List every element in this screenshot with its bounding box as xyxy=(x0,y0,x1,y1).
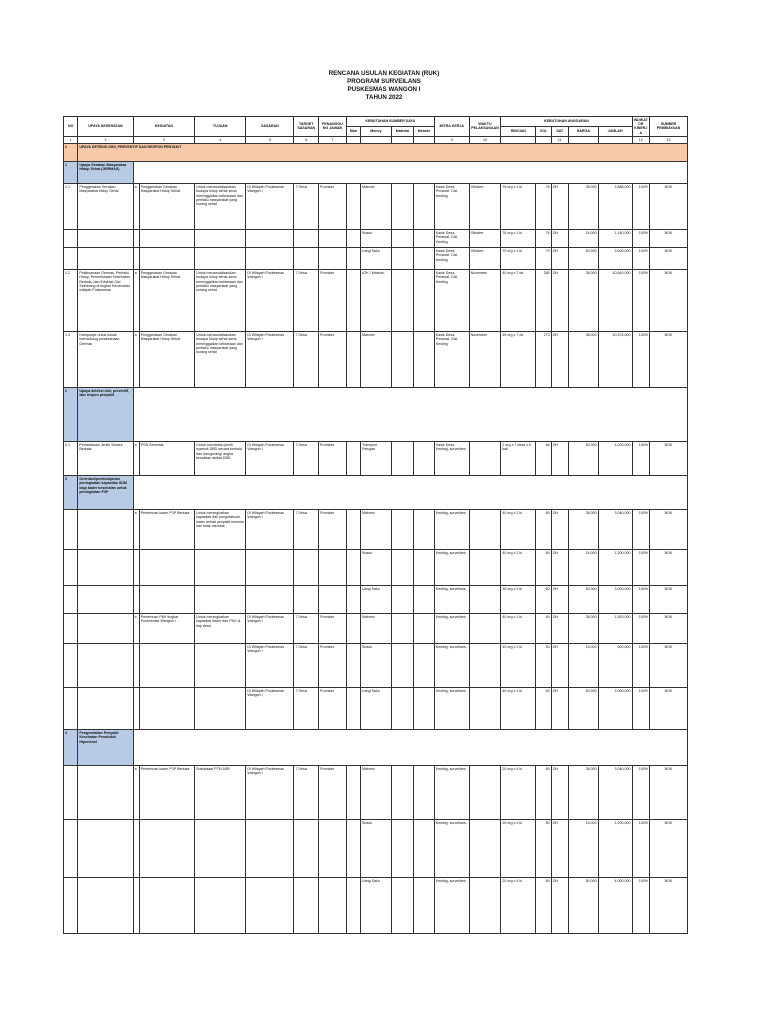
cell-jumlah: 1,200,000 xyxy=(598,550,632,586)
ruk-table xyxy=(63,116,688,934)
cell-vol: 80 xyxy=(536,878,551,934)
cell-sat: OH xyxy=(551,442,568,476)
cell-sasaran: Di Wilayah Puskesmas Wangon I xyxy=(246,614,294,644)
cell-harga: 15,000 xyxy=(568,230,598,248)
cell-money: Uang Saku xyxy=(361,878,392,934)
cell-harga: 15,000 xyxy=(568,550,598,586)
cell-indikator: 100% xyxy=(632,586,649,614)
cell-tujuan: Untuk mensosialisasikan budaya hidup sehat serta meninggalkan kebiasaan dan perilaku masyarakat yang kurang sehat xyxy=(195,270,246,332)
cell-sat: OH xyxy=(551,688,568,730)
cell-sumber: BOK xyxy=(649,248,687,270)
cell-vol: 280 xyxy=(536,270,551,332)
cell-pj: Promkes xyxy=(319,614,347,644)
cell-rincian: 40 org x 7 ds xyxy=(501,270,536,332)
cell-target: 7 Desa xyxy=(294,332,319,388)
cell-kegiatan: Penggerakan Gerakan Masyarakat Hidup Sehat xyxy=(139,184,194,230)
col-tujuan: TUJUAN xyxy=(195,117,246,137)
col-number: 9 xyxy=(434,136,469,144)
cell-no: 1.1 xyxy=(64,184,78,230)
cell-money: Snack xyxy=(361,644,392,688)
cell-indikator: 100% xyxy=(632,230,649,248)
cell-upaya: Penggerakan Gerakan Masyarakat Hidup Sehat xyxy=(78,184,133,230)
cell-indikator: 100% xyxy=(632,184,649,230)
cell-waktu: Oktober xyxy=(469,230,501,248)
col-kegiatan: KEGIATAN xyxy=(133,117,194,137)
col-number: 6 xyxy=(294,136,319,144)
table-row xyxy=(64,332,688,388)
cell-rincian: 20 org x 4 kl xyxy=(501,878,536,934)
cell-harga: 50,000 xyxy=(568,878,598,934)
cell-sat: OH xyxy=(551,510,568,550)
cell-indikator: 100% xyxy=(632,550,649,586)
cell-sat: OH xyxy=(551,644,568,688)
cell-money: Makmin xyxy=(361,184,392,230)
cell-vol: 80 xyxy=(536,510,551,550)
cell-harga: 38,000 xyxy=(568,614,598,644)
col-number: 11 xyxy=(551,136,568,144)
section-row xyxy=(64,144,688,162)
col-number: 2 xyxy=(78,136,133,144)
cell-pj: Promkes xyxy=(319,510,347,550)
cell-target: 7 Desa xyxy=(294,644,319,688)
document-title xyxy=(0,70,768,102)
cell-mitra: Kasie Desa, Perawat, Gizi, Kesling xyxy=(434,230,469,248)
cell-mitra: Kasie Desa, Perawat, Gizi, Kesling xyxy=(434,184,469,230)
cell-sumber: BOK xyxy=(649,442,687,476)
cell-sumber: BOK xyxy=(649,878,687,934)
cell-sat: OH xyxy=(551,766,568,820)
cell-jumlah: 4,200,000 xyxy=(598,442,632,476)
col-jumlah: JUMLAH xyxy=(598,126,632,136)
table-row xyxy=(64,184,688,230)
cell-letter: a xyxy=(133,442,139,476)
col-harga: HARGA xyxy=(568,126,598,136)
cell-no: 2.1 xyxy=(64,442,78,476)
col-target: TARGET SASARAN xyxy=(294,117,319,137)
cell-rincian: 39 org x 7 ds xyxy=(501,332,536,388)
cell-rincian: 40 org x 2 kl xyxy=(501,550,536,586)
subsection-row xyxy=(64,162,688,184)
cell-sat: OH xyxy=(551,550,568,586)
cell-sumber: BOK xyxy=(649,510,687,550)
column-number-row xyxy=(64,136,688,144)
cell-waktu: Oktober xyxy=(469,248,501,270)
cell-letter: a xyxy=(133,270,139,332)
col-number: 5 xyxy=(246,136,294,144)
cell-kegiatan: Penggerakan Gerakan Masyarakat Hidup Sehat xyxy=(139,332,194,388)
cell-jumlah: 1,520,000 xyxy=(598,614,632,644)
cell-pj: Promkes xyxy=(319,644,347,688)
cell-sumber: BOK xyxy=(649,586,687,614)
cell-tujuan: Untuk meningkatkan kapasitas kader dan PKK di tiap desa xyxy=(195,614,246,644)
col-number: 13 xyxy=(649,136,687,144)
header-row xyxy=(64,117,688,127)
cell-mitra: Kasie Desa, Perawat, Gizi, Kesling xyxy=(434,248,469,270)
cell-jumlah: 10,374,000 xyxy=(598,332,632,388)
cell-harga: 50,000 xyxy=(568,442,598,476)
cell-harga: 50,000 xyxy=(568,688,598,730)
cell-tujuan: Untuk mensosialisasikan budaya hidup sehat serta meninggalkan kebiasaan dan perilaku masyarakat yang kurang sehat xyxy=(195,184,246,230)
cell-money: Snack xyxy=(361,230,392,248)
title-line-3: PUSKESMAS WANGON I xyxy=(347,86,421,93)
cell-tujuan: Untuk memantau jentik nyamuk DBD secara berkala dan mengurangi angka kesakitan akibat DBD xyxy=(195,442,246,476)
cell-money: Snack xyxy=(361,820,392,878)
cell-jumlah: 3,000,000 xyxy=(598,586,632,614)
col-material: Material xyxy=(391,126,414,136)
cell-upaya: Pemantauan Jentik Secara Berkala xyxy=(78,442,133,476)
cell-money: Makmin xyxy=(361,332,392,388)
cell-target: 7 Desa xyxy=(294,614,319,644)
cell-pj: Promkes xyxy=(319,270,347,332)
cell-sasaran: Di Wilayah Puskesmas Wangon I xyxy=(246,510,294,550)
cell-kegiatan: Pertemuan PKK tingkat Puskesmas Wangon I xyxy=(139,614,194,644)
cell-vol: 40 xyxy=(536,614,551,644)
cell-target: 7 Desa xyxy=(294,766,319,820)
cell-vol: 40 xyxy=(536,644,551,688)
cell-sasaran: Di Wilayah Puskesmas Wangon I xyxy=(246,766,294,820)
cell-sumber: BOK xyxy=(649,270,687,332)
cell-indikator: 100% xyxy=(632,820,649,878)
col-sat: SAT xyxy=(551,126,568,136)
cell-harga: 50,000 xyxy=(568,586,598,614)
cell-target: 7 Desa xyxy=(294,688,319,730)
table-row xyxy=(64,644,688,688)
cell-sumber: BOK xyxy=(649,332,687,388)
cell-indikator: 100% xyxy=(632,510,649,550)
subsection-row xyxy=(64,476,688,510)
cell-sumber: BOK xyxy=(649,644,687,688)
cell-rincian: 20 org x 4 kl xyxy=(501,766,536,820)
cell-mitra: Kesling, surveilans xyxy=(434,550,469,586)
cell-sat: OH xyxy=(551,586,568,614)
col-mitra: MITRA KERJA xyxy=(434,117,469,137)
cell-jumlah: 600,000 xyxy=(598,644,632,688)
cell-mitra: Kesling, surveilans xyxy=(434,510,469,550)
col-rincian: RINCIAN xyxy=(501,126,536,136)
cell-rincian: 40 org x 1 kl xyxy=(501,614,536,644)
cell-kegiatan: Pertemuan kader P3P Berkala xyxy=(139,510,194,550)
cell-sasaran: Di Wilayah Puskesmas Wangon I xyxy=(246,442,294,476)
cell-waktu: Oktober xyxy=(469,184,501,230)
cell-harga: 15,000 xyxy=(568,644,598,688)
cell-mitra: Kesling, surveilans xyxy=(434,614,469,644)
col-metode: Metode xyxy=(414,126,435,136)
col-number: 10 xyxy=(469,136,501,144)
cell-indikator: 100% xyxy=(632,270,649,332)
cell-sat: OH xyxy=(551,270,568,332)
col-no: NO xyxy=(64,117,78,137)
cell-waktu: November xyxy=(469,270,501,332)
col-number: 4 xyxy=(195,136,246,144)
col-sumber: SUMBER PEMBIAYAAN xyxy=(649,117,687,137)
cell-money: Snack xyxy=(361,550,392,586)
col-kebutuhan-sd: KEBUTUHAN SUMBER DAYA xyxy=(346,117,434,127)
table-row xyxy=(64,270,688,332)
col-number: 3 xyxy=(133,136,194,144)
cell-sumber: BOK xyxy=(649,184,687,230)
subsection-row xyxy=(64,730,688,766)
cell-tujuan: Untuk mensosialisasikan budaya hidup sehat serta meninggalkan kebiasaan dan perilaku masyarakat yang kurang sehat xyxy=(195,332,246,388)
table-row xyxy=(64,878,688,934)
cell-jumlah: 2,888,000 xyxy=(598,184,632,230)
col-vol: VOL xyxy=(536,126,551,136)
cell-sat: OH xyxy=(551,248,568,270)
cell-jumlah: 1,140,000 xyxy=(598,230,632,248)
cell-indikator: 100% xyxy=(632,614,649,644)
cell-vol: 40 xyxy=(536,688,551,730)
cell-pj: Promkes xyxy=(319,688,347,730)
cell-money: Uang Saku xyxy=(361,688,392,730)
cell-jumlah: 3,500,000 xyxy=(598,248,632,270)
subsection-row xyxy=(64,388,688,442)
cell-vol: 273 xyxy=(536,332,551,388)
cell-jumlah: 4,000,000 xyxy=(598,878,632,934)
cell-sat: OH xyxy=(551,820,568,878)
cell-mitra: Kesling, surveilans xyxy=(434,688,469,730)
cell-harga: 38,000 xyxy=(568,766,598,820)
cell-rincian: 76 org x 1 kl xyxy=(501,230,536,248)
table-row xyxy=(64,586,688,614)
cell-mitra: Kesling, surveilans xyxy=(434,878,469,934)
cell-mitra: Kesling, surveilans xyxy=(434,820,469,878)
cell-letter: a xyxy=(133,510,139,550)
cell-sumber: BOK xyxy=(649,550,687,586)
cell-sasaran: Di Wilayah Puskesmas Wangon I xyxy=(246,644,294,688)
cell-letter: a xyxy=(133,766,139,820)
col-number: 7 xyxy=(319,136,347,144)
cell-upaya: Pelaksanaan Germas, Perilaku Hidup, Pemeriksaan Kesehatan Berkala, dan Edukasi Gizi Seimbang di tingkat Kecamatan wilayah Puskesmas xyxy=(78,270,133,332)
cell-mitra: Kesling, surveilans xyxy=(434,766,469,820)
cell-letter: b xyxy=(133,614,139,644)
cell-vol: 70 xyxy=(536,248,551,270)
cell-money: ATK / Makmin xyxy=(361,270,392,332)
cell-pj: Promkes xyxy=(319,184,347,230)
col-number: 12 xyxy=(632,136,649,144)
cell-pj: Promkes xyxy=(319,332,347,388)
col-sasaran: SASARAN xyxy=(246,117,294,137)
cell-letter: a xyxy=(133,332,139,388)
cell-mitra: Kasie Desa, Perawat, Gizi, Kesling xyxy=(434,270,469,332)
subsection-number: 4 xyxy=(64,730,78,766)
cell-harga: 50,000 xyxy=(568,248,598,270)
cell-jumlah: 1,200,000 xyxy=(598,820,632,878)
cell-sat: OH xyxy=(551,230,568,248)
col-pj: PENANGGU NG JAWAB xyxy=(319,117,347,137)
cell-harga: 38,000 xyxy=(568,270,598,332)
cell-rincian: 40 org x 1 kl xyxy=(501,644,536,688)
subsection-number: 1 xyxy=(64,162,78,184)
table-row xyxy=(64,248,688,270)
cell-sumber: BOK xyxy=(649,820,687,878)
cell-kegiatan: Penggerakan Gerakan Masyarakat Hidup Sehat xyxy=(139,270,194,332)
section-number: 1 xyxy=(64,144,78,162)
cell-harga: 38,000 xyxy=(568,184,598,230)
title-line-4: TAHUN 2022 xyxy=(365,94,403,101)
table-row xyxy=(64,820,688,878)
cell-jumlah: 10,640,000 xyxy=(598,270,632,332)
cell-tujuan: Untuk meningkatkan kapasitas dan pengetahuan kader terkait penyakit menular dan tidak menular xyxy=(195,510,246,550)
subsection-label: Upaya Gerakan Masyarakat Hidup Sehat (GERMAS) xyxy=(78,162,133,184)
col-money: Money xyxy=(361,126,392,136)
cell-waktu: November xyxy=(469,332,501,388)
cell-vol: 80 xyxy=(536,550,551,586)
cell-rincian: 76 org x 1 kl xyxy=(501,184,536,230)
cell-rincian: 70 org x 1 kl xyxy=(501,248,536,270)
cell-rincian: 2 org x 7 desa x 6 kali xyxy=(501,442,536,476)
cell-rincian: 40 org x 2 kl xyxy=(501,510,536,550)
cell-sat: OH xyxy=(551,614,568,644)
col-number: 1 xyxy=(64,136,78,144)
table-row xyxy=(64,614,688,644)
section-label: UPAYA DETEKSI DINI, PREVENTIF DAN RESPON PENYAKIT xyxy=(78,144,688,162)
subsection-number: 2 xyxy=(64,388,78,442)
cell-harga: 38,000 xyxy=(568,332,598,388)
cell-target: 7 Desa xyxy=(294,270,319,332)
cell-vol: 80 xyxy=(536,820,551,878)
subsection-label: Pengendalian Penyakit Kesehatan Penduduk Hipertensi xyxy=(78,730,133,766)
cell-indikator: 100% xyxy=(632,644,649,688)
cell-indikator: 100% xyxy=(632,332,649,388)
cell-indikator: 100% xyxy=(632,688,649,730)
cell-target: 7 Desa xyxy=(294,184,319,230)
col-upaya: UPAYA KESEHATAN xyxy=(78,117,133,137)
cell-money: Uang Saku xyxy=(361,248,392,270)
title-line-1: RENCANA USULAN KEGIATAN (RUK) xyxy=(328,70,440,77)
cell-no: 1.2 xyxy=(64,270,78,332)
cell-jumlah: 3,040,000 xyxy=(598,510,632,550)
cell-money: Uang Saku xyxy=(361,586,392,614)
cell-mitra: Kesling, surveilans xyxy=(434,644,469,688)
cell-money: Makmin xyxy=(361,614,392,644)
cell-upaya: Kampanye untuk sosial mendukung pelaksanaan Germas xyxy=(78,332,133,388)
subsection-label: Orientasi/pembelajaran/ peningkatan kapasitas SDM bagi kader kesehatan untuk peningkatan P3P xyxy=(78,476,133,510)
subsection-label: Upaya deteksi dini, preventif, dan respon penyakit xyxy=(78,388,133,442)
cell-vol: 80 xyxy=(536,766,551,820)
cell-jumlah: 2,000,000 xyxy=(598,688,632,730)
cell-money: Makmin xyxy=(361,510,392,550)
cell-indikator: 100% xyxy=(632,766,649,820)
cell-kegiatan: PSN Serentak xyxy=(139,442,194,476)
cell-sumber: BOK xyxy=(649,230,687,248)
cell-sasaran: Di Wilayah Puskesmas Wangon I xyxy=(246,332,294,388)
col-waktu: WAKTU PELAKSANAAN xyxy=(469,117,501,137)
col-indikator: INDIKATOR KINERJA xyxy=(633,117,648,135)
col-man: Man xyxy=(346,126,360,136)
table-row xyxy=(64,766,688,820)
table-row xyxy=(64,688,688,730)
cell-harga: 15,000 xyxy=(568,820,598,878)
cell-mitra: Kasie Desa, Perawat, Gizi, Kesling xyxy=(434,332,469,388)
cell-vol: 76 xyxy=(536,230,551,248)
cell-rincian: 40 org x 1 kl xyxy=(501,688,536,730)
cell-kegiatan: Pertemuan kader P3P Berkala xyxy=(139,766,194,820)
cell-harga: 38,000 xyxy=(568,510,598,550)
cell-target: 7 Desa xyxy=(294,442,319,476)
col-kebutuhan-anggaran: KEBUTUHAN ANGGARAN xyxy=(501,117,632,127)
cell-sat: OH xyxy=(551,878,568,934)
cell-indikator: 100% xyxy=(632,442,649,476)
cell-mitra: Kasie Desa, Kesling, surveilans xyxy=(434,442,469,476)
cell-sasaran: Di Wilayah Puskesmas Wangon I xyxy=(246,184,294,230)
cell-sat: OH xyxy=(551,332,568,388)
cell-rincian: 30 org x 2 kl xyxy=(501,586,536,614)
cell-pj: Promkes xyxy=(319,442,347,476)
cell-indikator: 100% xyxy=(632,248,649,270)
subsection-number: 3 xyxy=(64,476,78,510)
cell-vol: 76 xyxy=(536,184,551,230)
title-line-2: PROGRAM SURVEILANS xyxy=(347,78,421,85)
cell-jumlah: 3,040,000 xyxy=(598,766,632,820)
cell-sat: OH xyxy=(551,184,568,230)
cell-sasaran: Di Wilayah Puskesmas Wangon I xyxy=(246,688,294,730)
cell-pj: Promkes xyxy=(319,766,347,820)
cell-sasaran: Di Wilayah Puskesmas Wangon I xyxy=(246,270,294,332)
cell-letter: a xyxy=(133,184,139,230)
table-row xyxy=(64,550,688,586)
cell-sumber: BOK xyxy=(649,614,687,644)
cell-indikator: 100% xyxy=(632,878,649,934)
cell-rincian: 20 org x 4 kl xyxy=(501,820,536,878)
cell-money: Transport Petugas xyxy=(361,442,392,476)
cell-money: Makmin xyxy=(361,766,392,820)
cell-no: 1.3 xyxy=(64,332,78,388)
cell-tujuan: Sosialisasi PTM ASB xyxy=(195,766,246,820)
cell-vol: 60 xyxy=(536,586,551,614)
table-row xyxy=(64,442,688,476)
cell-sumber: BOK xyxy=(649,688,687,730)
table-row xyxy=(64,510,688,550)
cell-vol: 84 xyxy=(536,442,551,476)
table-row xyxy=(64,230,688,248)
cell-target: 7 Desa xyxy=(294,510,319,550)
cell-mitra: Kesling, surveilans xyxy=(434,586,469,614)
cell-sumber: BOK xyxy=(649,766,687,820)
